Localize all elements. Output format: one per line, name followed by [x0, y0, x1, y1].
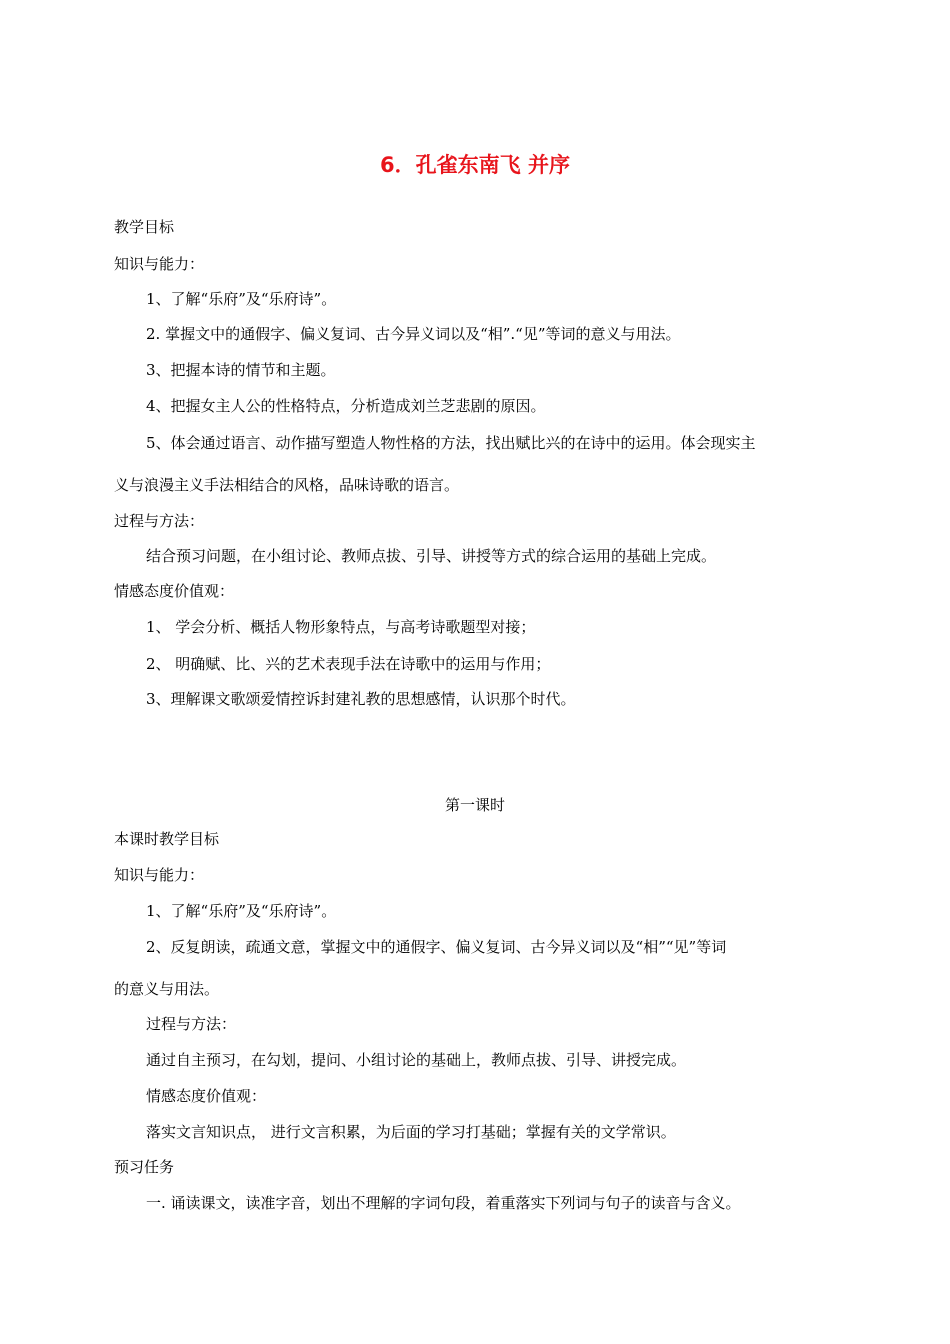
document-title: 6．孔雀东南飞 并序 — [380, 153, 570, 177]
section-heading-teaching-goals: 教学目标 — [114, 218, 175, 236]
paragraph: 落实文言知识点， 进行文言积累，为后面的学习打基础；掌握有关的文学常识。 — [146, 1123, 676, 1141]
list-item-continuation: 的意义与用法。 — [114, 980, 220, 998]
list-item: 1、了解“乐府”及“乐府诗”。 — [146, 902, 337, 920]
subheading-process-method: 过程与方法： — [146, 1015, 237, 1033]
section-heading-first-lesson: 第一课时 — [444, 796, 505, 814]
list-item: 1、 学会分析、概括人物形象特点，与高考诗歌题型对接； — [146, 618, 536, 636]
subheading-knowledge-ability: 知识与能力： — [114, 255, 205, 273]
list-item: 2、反复朗读，疏通文意，掌握文中的通假字、偏义复词、古今异义词以及“相”“见”等词 — [146, 938, 727, 956]
subheading-preview-tasks: 预习任务 — [114, 1158, 175, 1176]
list-item: 3、把握本诗的情节和主题。 — [146, 361, 336, 379]
paragraph: 一. 诵读课文，读准字音，划出不理解的字词句段，着重落实下列词与句子的读音与含义。 — [146, 1194, 741, 1212]
list-item: 4、把握女主人公的性格特点，分析造成刘兰芝悲剧的原因。 — [146, 397, 546, 415]
list-item: 1、了解“乐府”及“乐府诗”。 — [146, 290, 337, 308]
paragraph: 通过自主预习，在勾划，提问、小组讨论的基础上，教师点拔、引导、讲授完成。 — [146, 1051, 687, 1069]
list-item: 2、 明确赋、比、兴的艺术表现手法在诗歌中的运用与作用； — [146, 655, 551, 673]
subheading-knowledge-ability: 知识与能力： — [114, 866, 205, 884]
subheading-process-method: 过程与方法： — [114, 512, 205, 530]
list-item-continuation: 义与浪漫主义手法相结合的风格，品味诗歌的语言。 — [114, 476, 460, 494]
paragraph: 结合预习问题，在小组讨论、教师点拔、引导、讲授等方式的综合运用的基础上完成。 — [146, 547, 717, 565]
list-item: 3、理解课文歌颂爱情控诉封建礼教的思想感情，认识那个时代。 — [146, 690, 576, 708]
subheading-emotion-values: 情感态度价值观： — [114, 582, 235, 600]
list-item: 5、体会通过语言、动作描写塑造人物性格的方法，找出赋比兴的在诗中的运用。体会现实主 — [146, 434, 756, 452]
list-item: 2. 掌握文中的通假字、偏义复词、古今异义词以及“相”.“见”等词的意义与用法。 — [146, 325, 681, 343]
subheading-emotion-values: 情感态度价值观： — [146, 1087, 267, 1105]
subheading-lesson-goals: 本课时教学目标 — [114, 830, 220, 848]
